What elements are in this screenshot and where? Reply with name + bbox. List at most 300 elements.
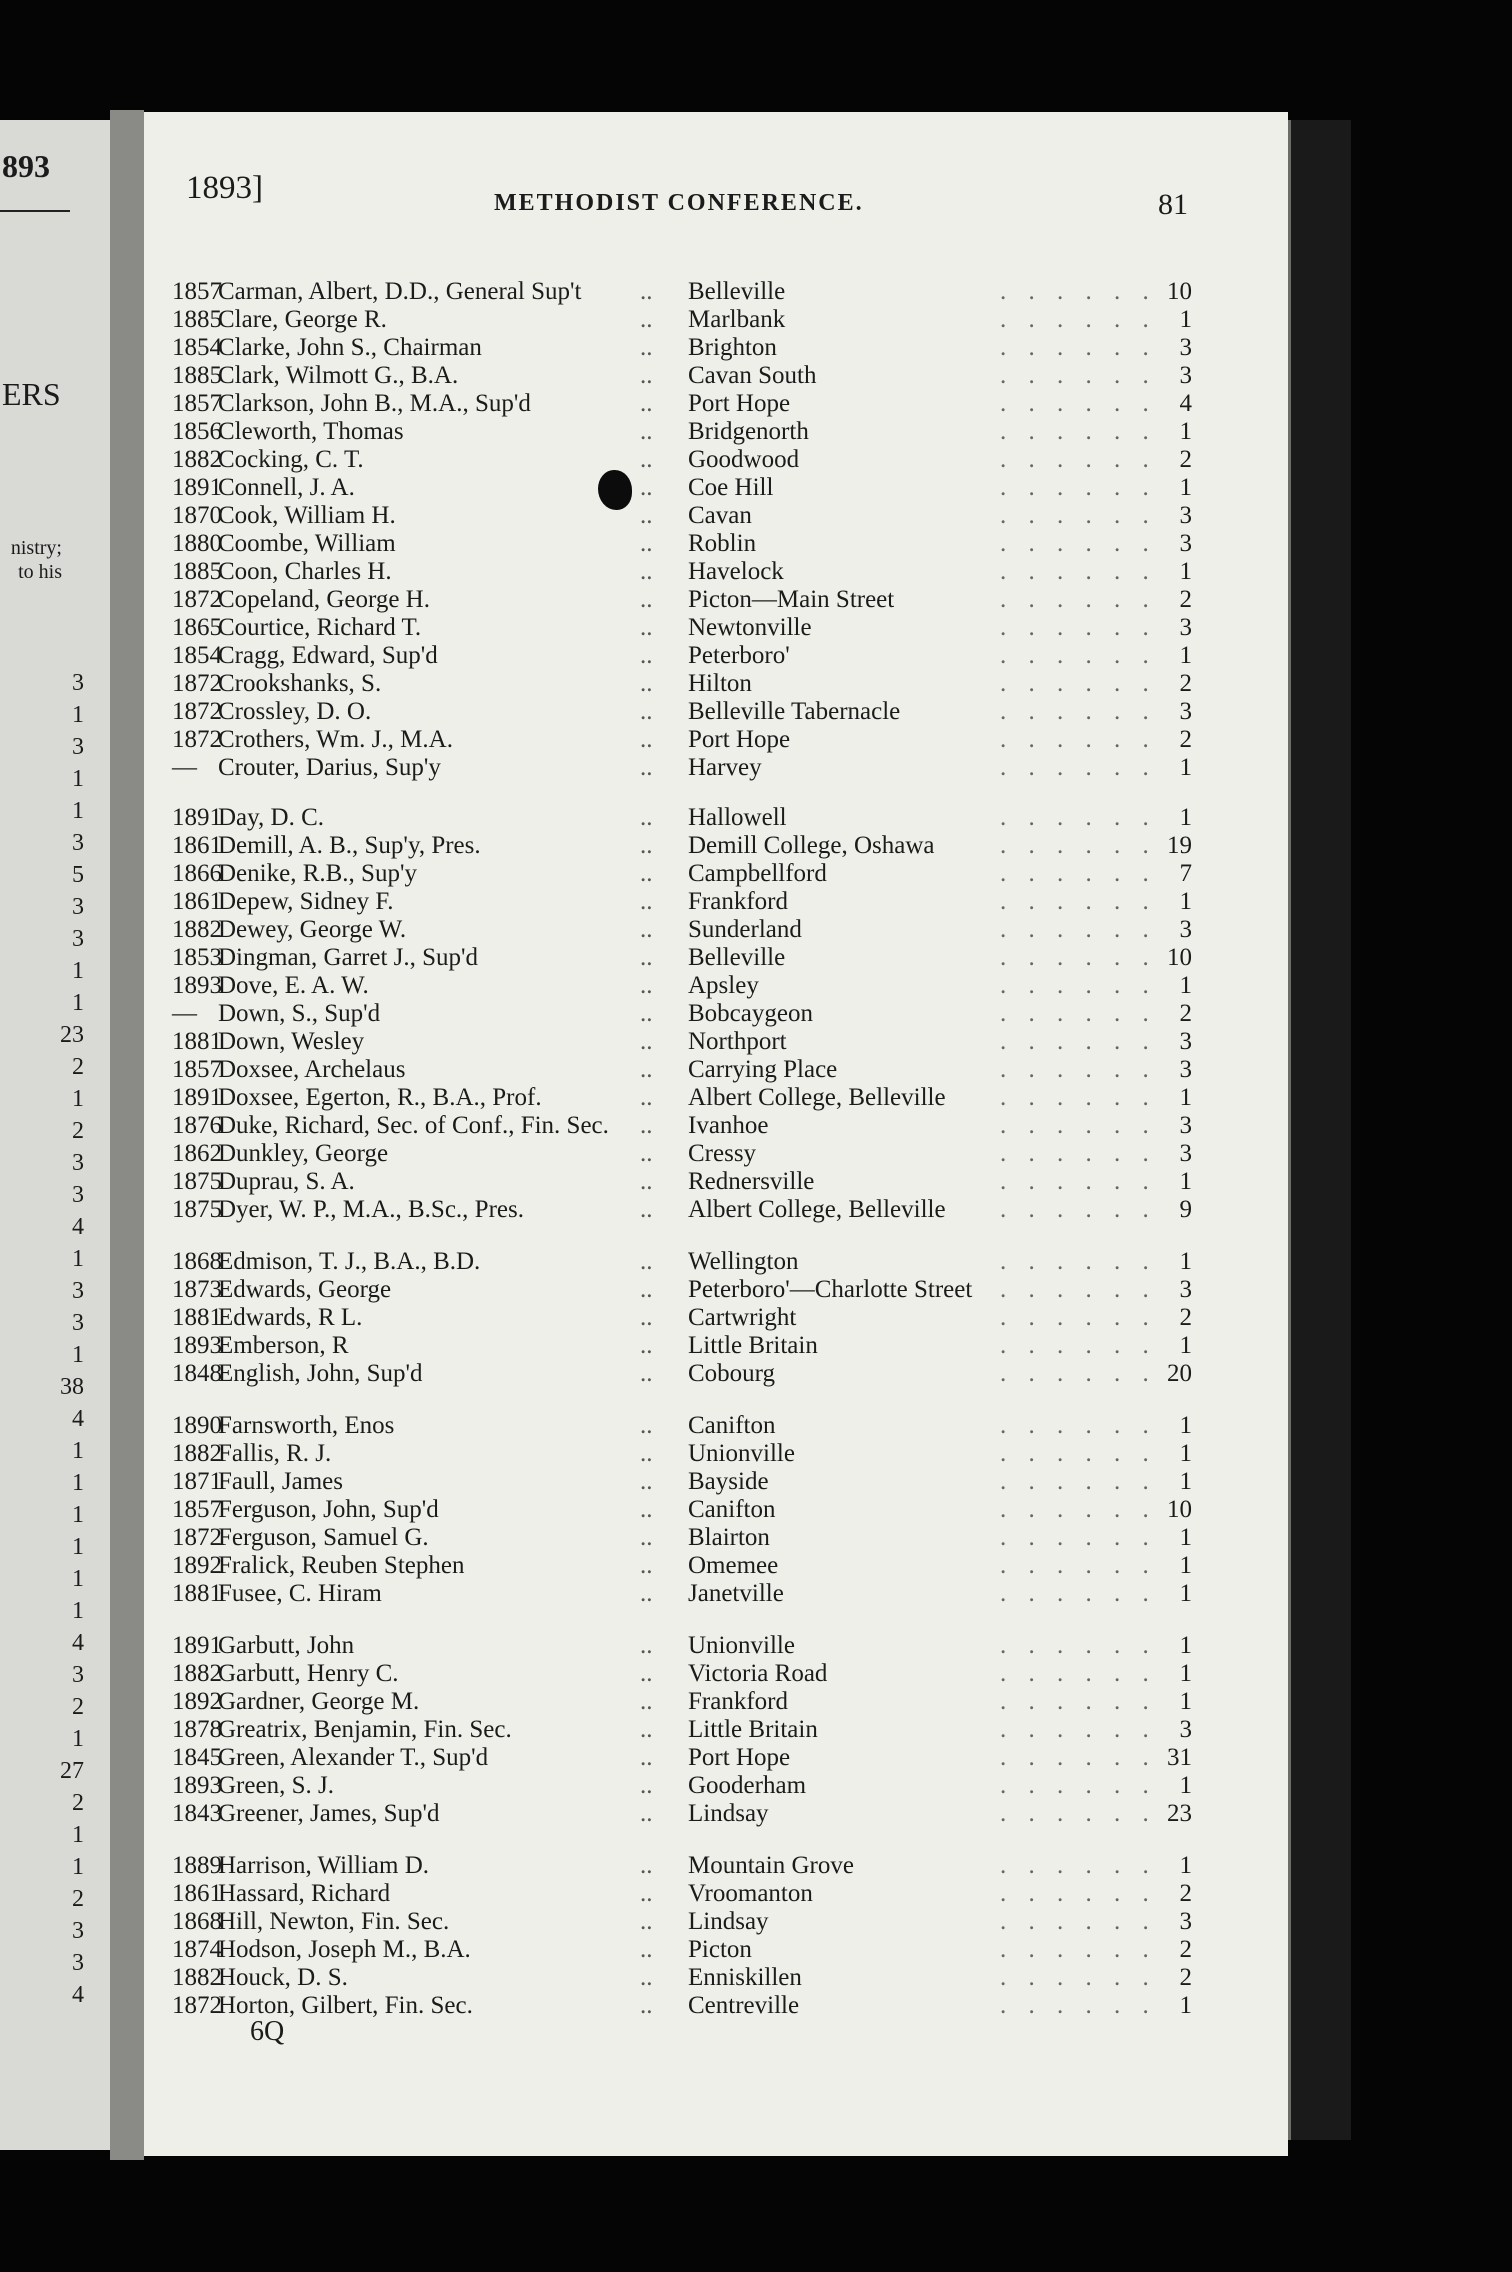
- entry-place: Vroomanton: [688, 1880, 813, 1907]
- entry-row: [0, 334, 1290, 362]
- entry-year: 1868: [172, 1248, 222, 1275]
- entry-row: [0, 1496, 1290, 1524]
- leader-dots: ..: [640, 1580, 653, 1607]
- entry-row: [0, 832, 1290, 860]
- leader-dots: ..: [640, 1304, 653, 1331]
- entry-year: 1862: [172, 1140, 222, 1167]
- entry-year: 1874: [172, 1936, 222, 1963]
- entry-name: English, John, Sup'd: [218, 1360, 423, 1387]
- entry-row: [0, 1468, 1290, 1496]
- facing-page-count: 1: [72, 990, 84, 1016]
- entry-year: 1885: [172, 558, 222, 585]
- entry-year: 1876: [172, 1112, 222, 1139]
- entry-count: 20: [1167, 1360, 1192, 1387]
- entry-row: [0, 1000, 1290, 1028]
- entry-count: 3: [1179, 1028, 1192, 1055]
- leader-dots: . . . . . .: [1000, 390, 1157, 417]
- entry-name: Horton, Gilbert, Fin. Sec.: [218, 1992, 473, 2019]
- entry-name: Day, D. C.: [218, 804, 325, 831]
- entry-name: Fralick, Reuben Stephen: [218, 1552, 465, 1579]
- leader-dots: ..: [640, 334, 653, 361]
- leader-dots: ..: [640, 1248, 653, 1275]
- entry-row: [0, 860, 1290, 888]
- entry-place: Havelock: [688, 558, 784, 585]
- entry-year: 1882: [172, 446, 222, 473]
- entry-name: Fusee, C. Hiram: [218, 1580, 382, 1607]
- leader-dots: . . . . . .: [1000, 1772, 1157, 1799]
- facing-page-count: 1: [72, 1822, 84, 1848]
- entry-count: 1: [1179, 642, 1192, 669]
- leader-dots: . . . . . .: [1000, 1580, 1157, 1607]
- entry-place: Bridgenorth: [688, 418, 809, 445]
- leader-dots: . . . . . .: [1000, 670, 1157, 697]
- entry-count: 4: [1179, 390, 1192, 417]
- entry-row: [0, 1660, 1290, 1688]
- leader-dots: . . . . . .: [1000, 278, 1157, 305]
- entry-name: Harrison, William D.: [218, 1852, 429, 1879]
- leader-dots: ..: [640, 642, 653, 669]
- entry-place: Belleville Tabernacle: [688, 698, 901, 725]
- entry-year: 1893: [172, 972, 222, 999]
- entry-count: 1: [1179, 1580, 1192, 1607]
- entry-year: 1875: [172, 1196, 222, 1223]
- entry-count: 1: [1179, 1660, 1192, 1687]
- leader-dots: ..: [640, 446, 653, 473]
- entry-place: Roblin: [688, 530, 757, 557]
- entry-row: [0, 642, 1290, 670]
- facing-page-count: 1: [72, 1342, 84, 1368]
- facing-page-count: 3: [72, 830, 84, 856]
- entry-count: 1: [1179, 1632, 1192, 1659]
- leader-dots: ..: [640, 1660, 653, 1687]
- leader-dots: ..: [640, 306, 653, 333]
- entry-place: Frankford: [688, 1688, 788, 1715]
- entry-row: [0, 1248, 1290, 1276]
- entry-year: 1861: [172, 888, 222, 915]
- entry-year: 1861: [172, 1880, 222, 1907]
- entry-place: Unionville: [688, 1440, 795, 1467]
- leader-dots: . . . . . .: [1000, 1800, 1157, 1827]
- entry-place: Rednersville: [688, 1168, 815, 1195]
- entry-count: 3: [1179, 916, 1192, 943]
- leader-dots: ..: [640, 614, 653, 641]
- entry-row: [0, 804, 1290, 832]
- entry-year: 1845: [172, 1744, 222, 1771]
- entry-place: Bayside: [688, 1468, 769, 1495]
- leader-dots: ..: [640, 916, 653, 943]
- entry-row: [0, 362, 1290, 390]
- entry-count: 3: [1179, 1908, 1192, 1935]
- leader-dots: . . . . . .: [1000, 1196, 1157, 1223]
- entry-name: Ferguson, Samuel G.: [218, 1524, 429, 1551]
- entry-name: Down, Wesley: [218, 1028, 365, 1055]
- entry-place: Picton—Main Street: [688, 586, 895, 613]
- entry-name: Gardner, George M.: [218, 1688, 420, 1715]
- leader-dots: ..: [640, 972, 653, 999]
- facing-page-count: 1: [72, 1246, 84, 1272]
- entry-place: Lindsay: [688, 1908, 769, 1935]
- leader-dots: . . . . . .: [1000, 1632, 1157, 1659]
- entry-name: Dewey, George W.: [218, 916, 407, 943]
- entry-row: [0, 1580, 1290, 1608]
- leader-dots: . . . . . .: [1000, 1412, 1157, 1439]
- entry-count: 1: [1179, 888, 1192, 915]
- leader-dots: . . . . . .: [1000, 1496, 1157, 1523]
- leader-dots: ..: [640, 1744, 653, 1771]
- entry-name: Dove, E. A. W.: [218, 972, 369, 999]
- entry-place: Hilton: [688, 670, 752, 697]
- entry-name: Crouter, Darius, Sup'y: [218, 754, 441, 781]
- facing-page-count: 4: [72, 1982, 84, 2008]
- entry-count: 1: [1179, 804, 1192, 831]
- entry-row: [0, 1112, 1290, 1140]
- entry-row: [0, 446, 1290, 474]
- entry-year: —: [172, 1000, 197, 1027]
- entry-count: 3: [1179, 1276, 1192, 1303]
- entry-place: Campbellford: [688, 860, 827, 887]
- entry-year: 1890: [172, 1412, 222, 1439]
- leader-dots: . . . . . .: [1000, 1964, 1157, 1991]
- leader-dots: . . . . . .: [1000, 334, 1157, 361]
- entry-name: Ferguson, John, Sup'd: [218, 1496, 439, 1523]
- entry-count: 3: [1179, 1056, 1192, 1083]
- leader-dots: . . . . . .: [1000, 1000, 1157, 1027]
- facing-page-count: 3: [72, 1950, 84, 1976]
- leader-dots: . . . . . .: [1000, 1332, 1157, 1359]
- leader-dots: ..: [640, 418, 653, 445]
- entry-year: 1872: [172, 1992, 222, 2019]
- entry-year: 1882: [172, 1440, 222, 1467]
- facing-page-count: 1: [72, 1502, 84, 1528]
- entry-row: [0, 754, 1290, 782]
- leader-dots: . . . . . .: [1000, 804, 1157, 831]
- entry-name: Fallis, R. J.: [218, 1440, 332, 1467]
- entry-year: 1866: [172, 860, 222, 887]
- entry-place: Port Hope: [688, 1744, 791, 1771]
- entry-name: Duprau, S. A.: [218, 1168, 355, 1195]
- entry-name: Denike, R.B., Sup'y: [218, 860, 417, 887]
- entry-place: Cavan: [688, 502, 752, 529]
- entry-name: Hodson, Joseph M., B.A.: [218, 1936, 471, 1963]
- entry-count: 1: [1179, 1084, 1192, 1111]
- leader-dots: . . . . . .: [1000, 418, 1157, 445]
- facing-page-count: 2: [72, 1790, 84, 1816]
- entry-place: Blairton: [688, 1524, 770, 1551]
- entry-place: Omemee: [688, 1552, 779, 1579]
- entry-year: 1843: [172, 1800, 222, 1827]
- leader-dots: . . . . . .: [1000, 306, 1157, 333]
- entry-row: [0, 614, 1290, 642]
- leader-dots: . . . . . .: [1000, 1112, 1157, 1139]
- entry-year: 1861: [172, 832, 222, 859]
- printer-signature: 6Q: [250, 2016, 285, 2047]
- entry-row: [0, 1688, 1290, 1716]
- entry-row: [0, 1140, 1290, 1168]
- entry-name: Doxsee, Archelaus: [218, 1056, 406, 1083]
- entry-count: 1: [1179, 1332, 1192, 1359]
- entry-row: [0, 1332, 1290, 1360]
- leader-dots: ..: [640, 1880, 653, 1907]
- entry-row: [0, 1360, 1290, 1388]
- facing-page-rule: [0, 210, 70, 212]
- entry-count: 3: [1179, 362, 1192, 389]
- facing-page-count: 1: [72, 702, 84, 728]
- facing-page-count: 2: [72, 1118, 84, 1144]
- entry-place: Hallowell: [688, 804, 787, 831]
- leader-dots: ..: [640, 1000, 653, 1027]
- leader-dots: ..: [640, 1276, 653, 1303]
- entry-year: 1870: [172, 502, 222, 529]
- entry-row: [0, 1716, 1290, 1744]
- entry-place: Canifton: [688, 1496, 776, 1523]
- entry-row: [0, 1304, 1290, 1332]
- facing-page-count: 2: [72, 1054, 84, 1080]
- entry-year: 1885: [172, 306, 222, 333]
- entry-count: 7: [1179, 860, 1192, 887]
- entry-count: 1: [1179, 1552, 1192, 1579]
- entry-place: Lindsay: [688, 1800, 769, 1827]
- entry-place: Cartwright: [688, 1304, 797, 1331]
- entry-count: 3: [1179, 614, 1192, 641]
- leader-dots: ..: [640, 474, 653, 501]
- facing-page-count: 1: [72, 1598, 84, 1624]
- entry-count: 1: [1179, 558, 1192, 585]
- entry-place: Coe Hill: [688, 474, 774, 501]
- entry-count: 19: [1167, 832, 1192, 859]
- facing-page-count: 1: [72, 766, 84, 792]
- entry-year: 1892: [172, 1552, 222, 1579]
- entry-year: 1872: [172, 698, 222, 725]
- leader-dots: ..: [640, 1852, 653, 1879]
- leader-dots: ..: [640, 1552, 653, 1579]
- entry-place: Albert College, Belleville: [688, 1084, 946, 1111]
- entry-name: Cocking, C. T.: [218, 446, 364, 473]
- facing-page-count: 1: [72, 1086, 84, 1112]
- entry-name: Farnsworth, Enos: [218, 1412, 395, 1439]
- leader-dots: . . . . . .: [1000, 1936, 1157, 1963]
- entry-name: Faull, James: [218, 1468, 343, 1495]
- entry-count: 1: [1179, 1524, 1192, 1551]
- entry-row: [0, 1524, 1290, 1552]
- entry-year: 1882: [172, 1660, 222, 1687]
- leader-dots: ..: [640, 1964, 653, 1991]
- leader-dots: . . . . . .: [1000, 1552, 1157, 1579]
- entry-name: Dingman, Garret J., Sup'd: [218, 944, 479, 971]
- facing-page-count: 3: [72, 894, 84, 920]
- entry-name: Greener, James, Sup'd: [218, 1800, 440, 1827]
- leader-dots: ..: [640, 278, 653, 305]
- leader-dots: . . . . . .: [1000, 1852, 1157, 1879]
- entry-place: Picton: [688, 1936, 752, 1963]
- entry-count: 1: [1179, 754, 1192, 781]
- entry-place: Goodwood: [688, 446, 800, 473]
- entry-count: 31: [1167, 1744, 1192, 1771]
- facing-page-count: 1: [72, 1534, 84, 1560]
- facing-page-count: 2: [72, 1886, 84, 1912]
- leader-dots: . . . . . .: [1000, 642, 1157, 669]
- entry-year: 1857: [172, 1056, 222, 1083]
- entry-name: Emberson, R: [218, 1332, 349, 1359]
- leader-dots: . . . . . .: [1000, 1248, 1157, 1275]
- entry-row: [0, 1168, 1290, 1196]
- leader-dots: . . . . . .: [1000, 1276, 1157, 1303]
- leader-dots: ..: [640, 1632, 653, 1659]
- entry-name: Copeland, George H.: [218, 586, 430, 613]
- leader-dots: ..: [640, 670, 653, 697]
- entry-name: Duke, Richard, Sec. of Conf., Fin. Sec.: [218, 1112, 609, 1139]
- entry-name: Cragg, Edward, Sup'd: [218, 642, 438, 669]
- entry-count: 3: [1179, 1140, 1192, 1167]
- facing-page-year: 893: [2, 148, 50, 184]
- facing-page-count: 3: [72, 1662, 84, 1688]
- leader-dots: . . . . . .: [1000, 1744, 1157, 1771]
- entry-place: Little Britain: [688, 1332, 818, 1359]
- entry-row: [0, 1880, 1290, 1908]
- entry-year: 1893: [172, 1332, 222, 1359]
- entry-name: Connell, J. A.: [218, 474, 355, 501]
- leader-dots: . . . . . .: [1000, 502, 1157, 529]
- facing-page-count: 3: [72, 1278, 84, 1304]
- entry-place: Demill College, Oshawa: [688, 832, 935, 859]
- facing-page-count: 3: [72, 734, 84, 760]
- entry-name: Cook, William H.: [218, 502, 396, 529]
- entry-count: 1: [1179, 1688, 1192, 1715]
- entry-year: —: [172, 754, 197, 781]
- leader-dots: . . . . . .: [1000, 1524, 1157, 1551]
- entry-row: [0, 888, 1290, 916]
- entry-row: [0, 1964, 1290, 1992]
- entry-row: [0, 726, 1290, 754]
- entry-name: Coon, Charles H.: [218, 558, 392, 585]
- entry-name: Dyer, W. P., M.A., B.Sc., Pres.: [218, 1196, 524, 1223]
- leader-dots: ..: [640, 1496, 653, 1523]
- entry-year: 1857: [172, 390, 222, 417]
- entry-row: [0, 418, 1290, 446]
- entry-name: Courtice, Richard T.: [218, 614, 422, 641]
- entry-row: [0, 1084, 1290, 1112]
- leader-dots: . . . . . .: [1000, 1908, 1157, 1935]
- entry-row: [0, 1632, 1290, 1660]
- entry-row: [0, 1908, 1290, 1936]
- entry-count: 2: [1179, 446, 1192, 473]
- entry-name: Depew, Sidney F.: [218, 888, 394, 915]
- leader-dots: . . . . . .: [1000, 1716, 1157, 1743]
- entry-year: 1885: [172, 362, 222, 389]
- leader-dots: . . . . . .: [1000, 1084, 1157, 1111]
- leader-dots: . . . . . .: [1000, 614, 1157, 641]
- entry-year: 1881: [172, 1304, 222, 1331]
- facing-page-count: 4: [72, 1214, 84, 1240]
- facing-page-count: 23: [60, 1022, 84, 1048]
- facing-page-count: 3: [72, 1150, 84, 1176]
- running-header-title: METHODIST CONFERENCE.: [494, 190, 864, 216]
- entry-place: Canifton: [688, 1412, 776, 1439]
- entry-place: Wellington: [688, 1248, 799, 1275]
- entry-name: Demill, A. B., Sup'y, Pres.: [218, 832, 481, 859]
- entry-row: [0, 1936, 1290, 1964]
- entry-place: Bobcaygeon: [688, 1000, 813, 1027]
- entry-count: 1: [1179, 1440, 1192, 1467]
- leader-dots: . . . . . .: [1000, 558, 1157, 585]
- entry-year: 1891: [172, 804, 222, 831]
- leader-dots: ..: [640, 1688, 653, 1715]
- entry-name: Green, Alexander T., Sup'd: [218, 1744, 489, 1771]
- entry-year: 1872: [172, 586, 222, 613]
- running-header-year: 1893]: [186, 170, 263, 206]
- facing-page-count: 1: [72, 1470, 84, 1496]
- leader-dots: ..: [640, 1908, 653, 1935]
- entry-place: Victoria Road: [688, 1660, 828, 1687]
- entry-year: 1889: [172, 1852, 222, 1879]
- entry-place: Unionville: [688, 1632, 795, 1659]
- leader-dots: . . . . . .: [1000, 1056, 1157, 1083]
- entry-row: [0, 474, 1290, 502]
- leader-dots: . . . . . .: [1000, 1360, 1157, 1387]
- entry-place: Frankford: [688, 888, 788, 915]
- entry-name: Down, S., Sup'd: [218, 1000, 381, 1027]
- entry-place: Brighton: [688, 334, 777, 361]
- leader-dots: . . . . . .: [1000, 446, 1157, 473]
- page-number: 81: [1158, 188, 1188, 221]
- entry-place: Apsley: [688, 972, 759, 999]
- leader-dots: ..: [640, 1524, 653, 1551]
- entry-name: Hassard, Richard: [218, 1880, 391, 1907]
- entry-year: 1871: [172, 1468, 222, 1495]
- leader-dots: ..: [640, 1084, 653, 1111]
- entry-row: [0, 1852, 1290, 1880]
- entry-count: 1: [1179, 1248, 1192, 1275]
- entry-year: 1872: [172, 726, 222, 753]
- entry-place: Enniskillen: [688, 1964, 802, 1991]
- leader-dots: ..: [640, 726, 653, 753]
- entry-count: 3: [1179, 334, 1192, 361]
- entry-name: Garbutt, John: [218, 1632, 355, 1659]
- leader-dots: . . . . . .: [1000, 1660, 1157, 1687]
- entry-count: 1: [1179, 1412, 1192, 1439]
- entry-row: [0, 1552, 1290, 1580]
- entry-year: 1878: [172, 1716, 222, 1743]
- entry-name: Dunkley, George: [218, 1140, 389, 1167]
- leader-dots: . . . . . .: [1000, 888, 1157, 915]
- entry-count: 1: [1179, 972, 1192, 999]
- entry-place: Centreville: [688, 1992, 800, 2019]
- entry-count: 2: [1179, 586, 1192, 613]
- facing-page-count: 3: [72, 1310, 84, 1336]
- entry-name: Hill, Newton, Fin. Sec.: [218, 1908, 450, 1935]
- facing-page-count: 1: [72, 958, 84, 984]
- leader-dots: ..: [640, 1360, 653, 1387]
- leader-dots: ..: [640, 1028, 653, 1055]
- leader-dots: . . . . . .: [1000, 1140, 1157, 1167]
- entry-name: Coombe, William: [218, 530, 396, 557]
- facing-page-count: 1: [72, 1566, 84, 1592]
- entry-place: Little Britain: [688, 1716, 818, 1743]
- leader-dots: . . . . . .: [1000, 726, 1157, 753]
- entry-count: 1: [1179, 1772, 1192, 1799]
- entry-row: [0, 1440, 1290, 1468]
- entry-count: 2: [1179, 1964, 1192, 1991]
- entry-year: 1882: [172, 916, 222, 943]
- entry-count: 1: [1179, 1852, 1192, 1879]
- entry-place: Cobourg: [688, 1360, 776, 1387]
- leader-dots: ..: [640, 944, 653, 971]
- entry-year: 1854: [172, 334, 222, 361]
- entry-name: Edmison, T. J., B.A., B.D.: [218, 1248, 481, 1275]
- entry-year: 1880: [172, 530, 222, 557]
- leader-dots: ..: [640, 1140, 653, 1167]
- entry-row: [0, 1412, 1290, 1440]
- entry-name: Clarkson, John B., M.A., Sup'd: [218, 390, 531, 417]
